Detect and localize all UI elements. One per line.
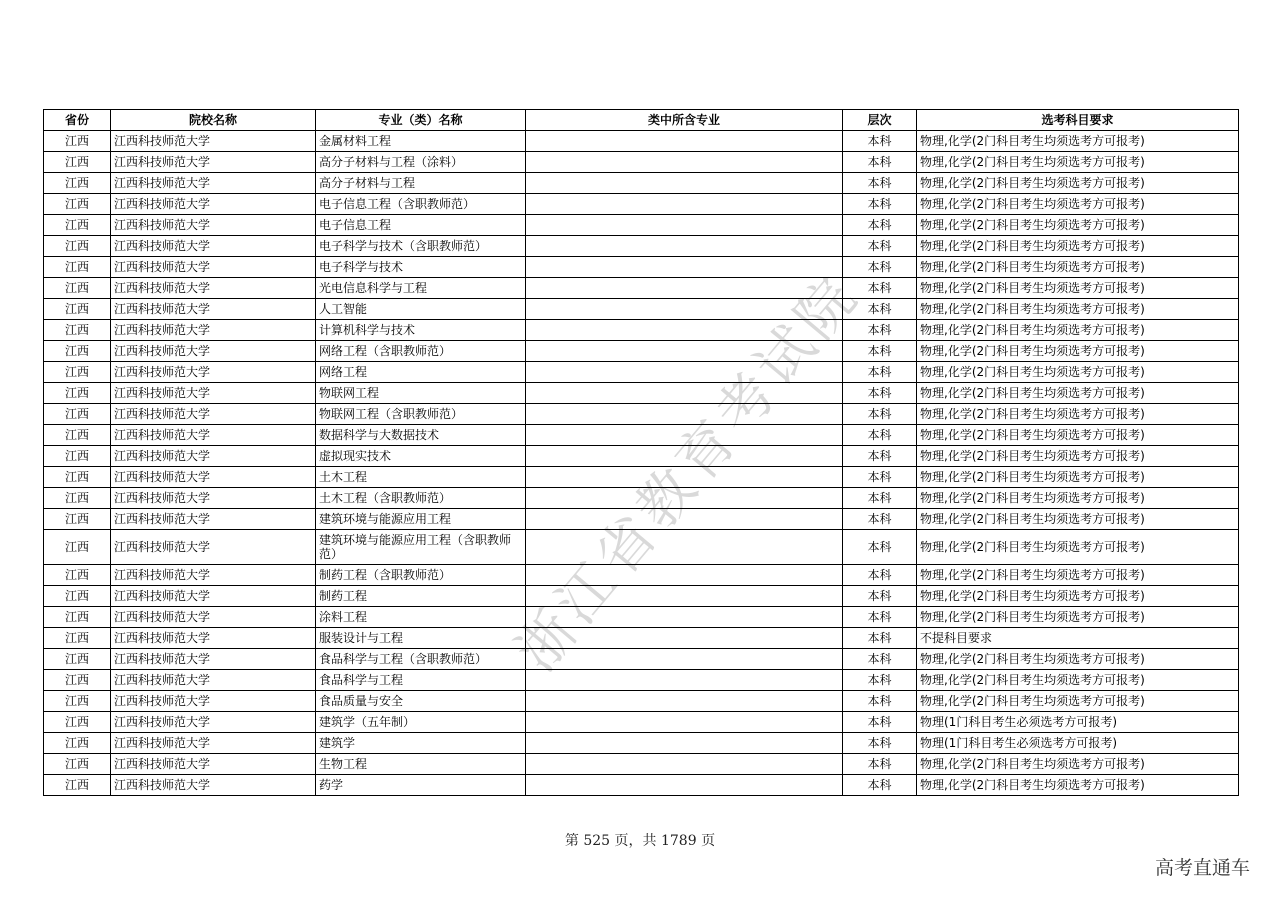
cell-province: 江西: [44, 509, 111, 530]
table-row: [44, 509, 1239, 530]
page-number: 第 525 页，共 1789 页: [564, 833, 716, 849]
table-row: [44, 194, 1239, 215]
cell-major: 网络工程（含职教师范）: [316, 341, 526, 362]
cell-major: 建筑学: [316, 733, 526, 754]
cell-province: 江西: [44, 215, 111, 236]
cell-included-majors: [526, 691, 843, 712]
cell-province: 江西: [44, 628, 111, 649]
cell-major: 高分子材料与工程: [316, 173, 526, 194]
cell-province: 江西: [44, 299, 111, 320]
cell-level: 本科: [843, 670, 917, 691]
cell-school: 江西科技师范大学: [111, 341, 316, 362]
cell-subject-requirement: 物理,化学(2门科目考生均须选考方可报考): [917, 215, 1239, 236]
cell-province: 江西: [44, 530, 111, 565]
cell-level: 本科: [843, 649, 917, 670]
cell-province: 江西: [44, 236, 111, 257]
cell-major: 电子信息工程（含职教师范）: [316, 194, 526, 215]
cell-major: 电子科学与技术: [316, 257, 526, 278]
header-included-majors: 类中所含专业: [526, 110, 843, 131]
table-row: [44, 383, 1239, 404]
cell-province: 江西: [44, 173, 111, 194]
cell-level: 本科: [843, 509, 917, 530]
cell-subject-requirement: 物理,化学(2门科目考生均须选考方可报考): [917, 467, 1239, 488]
cell-level: 本科: [843, 362, 917, 383]
cell-included-majors: [526, 670, 843, 691]
cell-included-majors: [526, 152, 843, 173]
table-row: [44, 733, 1239, 754]
cell-included-majors: [526, 362, 843, 383]
cell-major: 物联网工程: [316, 383, 526, 404]
cell-province: 江西: [44, 691, 111, 712]
cell-major: 土木工程（含职教师范）: [316, 488, 526, 509]
cell-major: 土木工程: [316, 467, 526, 488]
cell-subject-requirement: 物理,化学(2门科目考生均须选考方可报考): [917, 131, 1239, 152]
cell-province: 江西: [44, 257, 111, 278]
cell-included-majors: [526, 733, 843, 754]
cell-subject-requirement: 物理,化学(2门科目考生均须选考方可报考): [917, 425, 1239, 446]
cell-province: 江西: [44, 754, 111, 775]
table-row: [44, 649, 1239, 670]
cell-province: 江西: [44, 565, 111, 586]
cell-province: 江西: [44, 467, 111, 488]
cell-province: 江西: [44, 733, 111, 754]
cell-school: 江西科技师范大学: [111, 712, 316, 733]
cell-included-majors: [526, 530, 843, 565]
cell-included-majors: [526, 712, 843, 733]
cell-major: 服装设计与工程: [316, 628, 526, 649]
cell-school: 江西科技师范大学: [111, 152, 316, 173]
header-major: 专业（类）名称: [316, 110, 526, 131]
header-level: 层次: [843, 110, 917, 131]
cell-level: 本科: [843, 733, 917, 754]
table-row: [44, 320, 1239, 341]
cell-school: 江西科技师范大学: [111, 404, 316, 425]
cell-included-majors: [526, 565, 843, 586]
cell-level: 本科: [843, 628, 917, 649]
table-row: [44, 691, 1239, 712]
cell-school: 江西科技师范大学: [111, 362, 316, 383]
table-row: [44, 299, 1239, 320]
cell-school: 江西科技师范大学: [111, 754, 316, 775]
cell-subject-requirement: 物理,化学(2门科目考生均须选考方可报考): [917, 383, 1239, 404]
cell-major: 涂料工程: [316, 607, 526, 628]
table-row: [44, 446, 1239, 467]
watermark: 浙江省教育考试院: [504, 262, 873, 684]
admission-table: [43, 109, 1239, 796]
table-row: [44, 173, 1239, 194]
cell-level: 本科: [843, 586, 917, 607]
cell-school: 江西科技师范大学: [111, 775, 316, 796]
table-row: [44, 215, 1239, 236]
table-row: [44, 628, 1239, 649]
table-row: [44, 467, 1239, 488]
cell-level: 本科: [843, 404, 917, 425]
cell-major: 制药工程（含职教师范）: [316, 565, 526, 586]
cell-major: 电子信息工程: [316, 215, 526, 236]
cell-included-majors: [526, 194, 843, 215]
cell-school: 江西科技师范大学: [111, 383, 316, 404]
cell-subject-requirement: 物理,化学(2门科目考生均须选考方可报考): [917, 404, 1239, 425]
cell-major: 虚拟现实技术: [316, 446, 526, 467]
cell-included-majors: [526, 173, 843, 194]
cell-major: 光电信息科学与工程: [316, 278, 526, 299]
table-row: [44, 530, 1239, 565]
cell-level: 本科: [843, 775, 917, 796]
cell-major: 药学: [316, 775, 526, 796]
cell-province: 江西: [44, 320, 111, 341]
cell-school: 江西科技师范大学: [111, 278, 316, 299]
cell-included-majors: [526, 586, 843, 607]
cell-school: 江西科技师范大学: [111, 320, 316, 341]
cell-included-majors: [526, 775, 843, 796]
cell-level: 本科: [843, 173, 917, 194]
cell-level: 本科: [843, 425, 917, 446]
cell-subject-requirement: 物理,化学(2门科目考生均须选考方可报考): [917, 194, 1239, 215]
cell-level: 本科: [843, 467, 917, 488]
cell-level: 本科: [843, 257, 917, 278]
cell-school: 江西科技师范大学: [111, 586, 316, 607]
cell-level: 本科: [843, 215, 917, 236]
cell-level: 本科: [843, 278, 917, 299]
cell-level: 本科: [843, 194, 917, 215]
cell-included-majors: [526, 649, 843, 670]
cell-major: 数据科学与大数据技术: [316, 425, 526, 446]
cell-school: 江西科技师范大学: [111, 565, 316, 586]
table-row: [44, 670, 1239, 691]
cell-level: 本科: [843, 236, 917, 257]
table-row: [44, 607, 1239, 628]
cell-level: 本科: [843, 565, 917, 586]
cell-subject-requirement: 物理,化学(2门科目考生均须选考方可报考): [917, 257, 1239, 278]
cell-major: 食品科学与工程（含职教师范）: [316, 649, 526, 670]
cell-included-majors: [526, 320, 843, 341]
header-school: 院校名称: [111, 110, 316, 131]
cell-school: 江西科技师范大学: [111, 236, 316, 257]
cell-school: 江西科技师范大学: [111, 733, 316, 754]
cell-included-majors: [526, 215, 843, 236]
cell-level: 本科: [843, 607, 917, 628]
table-row: [44, 712, 1239, 733]
cell-school: 江西科技师范大学: [111, 257, 316, 278]
cell-subject-requirement: 物理,化学(2门科目考生均须选考方可报考): [917, 488, 1239, 509]
cell-province: 江西: [44, 775, 111, 796]
cell-included-majors: [526, 488, 843, 509]
cell-subject-requirement: 物理,化学(2门科目考生均须选考方可报考): [917, 649, 1239, 670]
cell-subject-requirement: 物理,化学(2门科目考生均须选考方可报考): [917, 152, 1239, 173]
cell-subject-requirement: 物理,化学(2门科目考生均须选考方可报考): [917, 607, 1239, 628]
cell-level: 本科: [843, 383, 917, 404]
cell-level: 本科: [843, 530, 917, 565]
cell-level: 本科: [843, 691, 917, 712]
cell-subject-requirement: 物理,化学(2门科目考生均须选考方可报考): [917, 530, 1239, 565]
cell-major: 建筑学（五年制）: [316, 712, 526, 733]
cell-province: 江西: [44, 278, 111, 299]
table-row: [44, 488, 1239, 509]
cell-school: 江西科技师范大学: [111, 215, 316, 236]
cell-subject-requirement: 物理,化学(2门科目考生均须选考方可报考): [917, 236, 1239, 257]
cell-subject-requirement: 物理,化学(2门科目考生均须选考方可报考): [917, 299, 1239, 320]
cell-province: 江西: [44, 712, 111, 733]
cell-subject-requirement: 物理(1门科目考生必须选考方可报考): [917, 733, 1239, 754]
table-row: [44, 236, 1239, 257]
header-subject-requirement: 选考科目要求: [917, 110, 1239, 131]
cell-subject-requirement: 物理,化学(2门科目考生均须选考方可报考): [917, 509, 1239, 530]
cell-school: 江西科技师范大学: [111, 299, 316, 320]
table-row: [44, 341, 1239, 362]
cell-included-majors: [526, 754, 843, 775]
cell-province: 江西: [44, 152, 111, 173]
cell-included-majors: [526, 299, 843, 320]
table-row: [44, 131, 1239, 152]
table-row: [44, 775, 1239, 796]
cell-province: 江西: [44, 670, 111, 691]
cell-subject-requirement: 物理,化学(2门科目考生均须选考方可报考): [917, 278, 1239, 299]
cell-level: 本科: [843, 488, 917, 509]
cell-province: 江西: [44, 607, 111, 628]
table-row: [44, 278, 1239, 299]
cell-province: 江西: [44, 649, 111, 670]
table-body: [44, 131, 1239, 796]
cell-major: 高分子材料与工程（涂料）: [316, 152, 526, 173]
cell-province: 江西: [44, 362, 111, 383]
cell-subject-requirement: 物理,化学(2门科目考生均须选考方可报考): [917, 446, 1239, 467]
cell-major: 生物工程: [316, 754, 526, 775]
cell-level: 本科: [843, 152, 917, 173]
cell-school: 江西科技师范大学: [111, 488, 316, 509]
cell-subject-requirement: 物理,化学(2门科目考生均须选考方可报考): [917, 670, 1239, 691]
cell-province: 江西: [44, 341, 111, 362]
table-row: [44, 257, 1239, 278]
cell-subject-requirement: 不提科目要求: [917, 628, 1239, 649]
cell-province: 江西: [44, 586, 111, 607]
cell-school: 江西科技师范大学: [111, 530, 316, 565]
cell-province: 江西: [44, 488, 111, 509]
cell-major: 建筑环境与能源应用工程: [316, 509, 526, 530]
cell-level: 本科: [843, 754, 917, 775]
cell-level: 本科: [843, 341, 917, 362]
cell-major: 物联网工程（含职教师范）: [316, 404, 526, 425]
cell-subject-requirement: 物理,化学(2门科目考生均须选考方可报考): [917, 691, 1239, 712]
cell-included-majors: [526, 446, 843, 467]
cell-level: 本科: [843, 446, 917, 467]
cell-major: 网络工程: [316, 362, 526, 383]
cell-included-majors: [526, 341, 843, 362]
cell-level: 本科: [843, 299, 917, 320]
table-row: [44, 362, 1239, 383]
cell-subject-requirement: 物理,化学(2门科目考生均须选考方可报考): [917, 362, 1239, 383]
cell-major: 食品质量与安全: [316, 691, 526, 712]
cell-included-majors: [526, 383, 843, 404]
cell-school: 江西科技师范大学: [111, 131, 316, 152]
table-row: [44, 152, 1239, 173]
cell-province: 江西: [44, 425, 111, 446]
cell-major: 电子科学与技术（含职教师范）: [316, 236, 526, 257]
cell-school: 江西科技师范大学: [111, 194, 316, 215]
cell-included-majors: [526, 509, 843, 530]
table-row: [44, 425, 1239, 446]
cell-province: 江西: [44, 404, 111, 425]
cell-major: 计算机科学与技术: [316, 320, 526, 341]
cell-included-majors: [526, 131, 843, 152]
cell-included-majors: [526, 236, 843, 257]
cell-included-majors: [526, 628, 843, 649]
cell-included-majors: [526, 425, 843, 446]
cell-province: 江西: [44, 131, 111, 152]
table-row: [44, 404, 1239, 425]
cell-included-majors: [526, 467, 843, 488]
cell-included-majors: [526, 607, 843, 628]
cell-province: 江西: [44, 194, 111, 215]
header-province: 省份: [44, 110, 111, 131]
cell-subject-requirement: 物理,化学(2门科目考生均须选考方可报考): [917, 775, 1239, 796]
cell-included-majors: [526, 278, 843, 299]
table-row: [44, 565, 1239, 586]
cell-school: 江西科技师范大学: [111, 628, 316, 649]
cell-school: 江西科技师范大学: [111, 649, 316, 670]
admission-table-container: [43, 109, 1238, 796]
cell-subject-requirement: 物理,化学(2门科目考生均须选考方可报考): [917, 586, 1239, 607]
cell-school: 江西科技师范大学: [111, 509, 316, 530]
cell-major: 制药工程: [316, 586, 526, 607]
cell-subject-requirement: 物理,化学(2门科目考生均须选考方可报考): [917, 565, 1239, 586]
cell-subject-requirement: 物理,化学(2门科目考生均须选考方可报考): [917, 341, 1239, 362]
cell-level: 本科: [843, 712, 917, 733]
cell-province: 江西: [44, 383, 111, 404]
cell-major: 人工智能: [316, 299, 526, 320]
cell-school: 江西科技师范大学: [111, 173, 316, 194]
cell-major: 建筑环境与能源应用工程（含职教师范）: [316, 530, 526, 565]
cell-school: 江西科技师范大学: [111, 691, 316, 712]
table-header-row: [44, 110, 1239, 131]
cell-major: 食品科学与工程: [316, 670, 526, 691]
cell-included-majors: [526, 257, 843, 278]
cell-level: 本科: [843, 131, 917, 152]
cell-school: 江西科技师范大学: [111, 425, 316, 446]
cell-major: 金属材料工程: [316, 131, 526, 152]
cell-subject-requirement: 物理,化学(2门科目考生均须选考方可报考): [917, 320, 1239, 341]
cell-province: 江西: [44, 446, 111, 467]
cell-subject-requirement: 物理,化学(2门科目考生均须选考方可报考): [917, 173, 1239, 194]
cell-subject-requirement: 物理(1门科目考生必须选考方可报考): [917, 712, 1239, 733]
cell-school: 江西科技师范大学: [111, 670, 316, 691]
cell-included-majors: [526, 404, 843, 425]
cell-school: 江西科技师范大学: [111, 467, 316, 488]
cell-subject-requirement: 物理,化学(2门科目考生均须选考方可报考): [917, 754, 1239, 775]
brand-logo-text: 高考直通车: [1154, 857, 1250, 879]
cell-school: 江西科技师范大学: [111, 607, 316, 628]
cell-level: 本科: [843, 320, 917, 341]
table-row: [44, 754, 1239, 775]
table-row: [44, 586, 1239, 607]
cell-school: 江西科技师范大学: [111, 446, 316, 467]
